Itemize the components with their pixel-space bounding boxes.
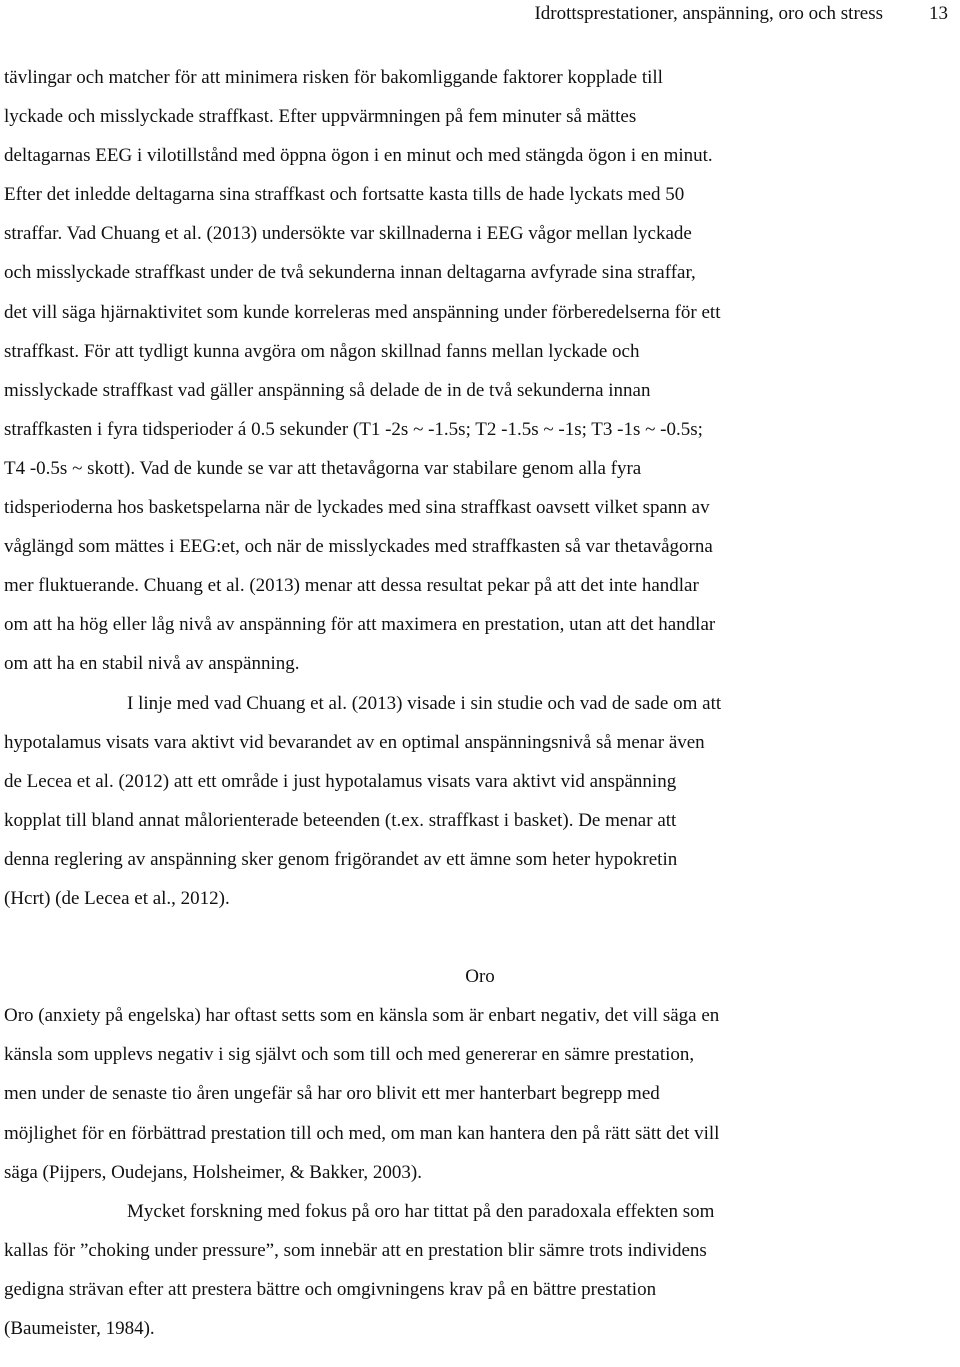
text-line: (Baumeister, 1984). (4, 1318, 155, 1339)
text-line: de Lecea et al. (2012) att ett område i just hypotalamus visats vara aktivt vid anspänning (4, 770, 677, 792)
section-spacer (4, 918, 956, 957)
body-text (4, 58, 956, 1348)
text-line: gedigna strävan efter att prestera bättre och omgivningens krav på en bättre prestation (4, 1278, 657, 1300)
text-line: våglängd som mättes i EEG:et, och när de misslyckades med straffkasten så var thetavågorna (4, 536, 713, 558)
text-line: lyckade och misslyckade straffkast. Efter uppvärmningen på fem minuter så mättes (4, 106, 637, 128)
text-line: kopplat till bland annat målorienterade beteenden (t.ex. straffkast i basket). De menar att (4, 809, 677, 831)
text-line: kallas för ”choking under pressure”, som innebär att en prestation blir sämre trots individens (4, 1239, 707, 1261)
section-heading: Oro (465, 966, 495, 988)
running-header (534, 2, 948, 26)
text-line: Efter det inledde deltagarna sina straffkast och fortsatte kasta tills de hade lyckats med 50 (4, 184, 685, 206)
text-line: straffar. Vad Chuang et al. (2013) undersökte var skillnaderna i EEG vågor mellan lyckade (4, 223, 692, 245)
text-line: tidsperioderna hos basketspelarna när de lyckades med sina straffkast oavsett vilket spann av (4, 497, 710, 519)
text-line: I linje med vad Chuang et al. (2013) visade i sin studie och vad de sade om att (127, 692, 722, 714)
text-line: men under de senaste tio åren ungefär så har oro blivit ett mer hanterbart begrepp med (4, 1083, 660, 1105)
text-line: och misslyckade straffkast under de två sekunderna innan deltagarna avfyrade sina straffar, (4, 262, 696, 284)
text-line: känsla som upplevs negativ i sig självt och som till och med genererar en sämre prestation, (4, 1044, 695, 1066)
text-line: (Hcrt) (de Lecea et al., 2012). (4, 887, 230, 909)
text-line: Mycket forskning med fokus på oro har tittat på den paradoxala effekten som (127, 1200, 715, 1222)
text-line: säga (Pijpers, Oudejans, Holsheimer, & Bakker, 2003). (4, 1161, 422, 1183)
text-line: möjlighet för en förbättrad prestation till och med, om man kan hantera den på rätt sätt det vill (4, 1122, 720, 1144)
text-line: om att ha hög eller låg nivå av anspänning för att maximera en prestation, utan att det handlar (4, 614, 716, 636)
text-line: straffkast. För att tydligt kunna avgöra om någon skillnad fanns mellan lyckade och (4, 340, 640, 362)
text-line: Oro (anxiety på engelska) har oftast setts som en känsla som är enbart negativ, det vill säga en (4, 1005, 720, 1027)
text-line: det vill säga hjärnaktivitet som kunde korreleras med anspänning under förberedelserna för ett (4, 301, 721, 323)
page-number: 13 (929, 3, 948, 24)
text-line: hypotalamus visats vara aktivt vid bevarandet av en optimal anspänningsnivå så menar även (4, 731, 705, 753)
text-line: straffkasten i fyra tidsperioder á 0.5 sekunder (T1 -2s ~ -1.5s; T2 -1.5s ~ -1s; T3 -1s ~ -0.5s; (4, 418, 703, 440)
text-line: tävlingar och matcher för att minimera risken för bakomliggande faktorer kopplade till (4, 67, 663, 88)
text-line: mer fluktuerande. Chuang et al. (2013) menar att dessa resultat pekar på att det inte handlar (4, 575, 699, 597)
text-line: denna reglering av anspänning sker genom frigörandet av ett ämne som heter hypokretin (4, 848, 678, 870)
text-line: om att ha en stabil nivå av anspänning. (4, 653, 300, 675)
text-line: T4 -0.5s ~ skott). Vad de kunde se var att thetavågorna var stabilare genom alla fyra (4, 457, 642, 479)
running-title: Idrottsprestationer, anspänning, oro och stress (534, 3, 883, 24)
text-line: deltagarnas EEG i vilotillstånd med öppna ögon i en minut och med stängda ögon i en minut. (4, 145, 713, 167)
text-line: misslyckade straffkast vad gäller anspänning så delade de in de två sekunderna innan (4, 379, 651, 401)
